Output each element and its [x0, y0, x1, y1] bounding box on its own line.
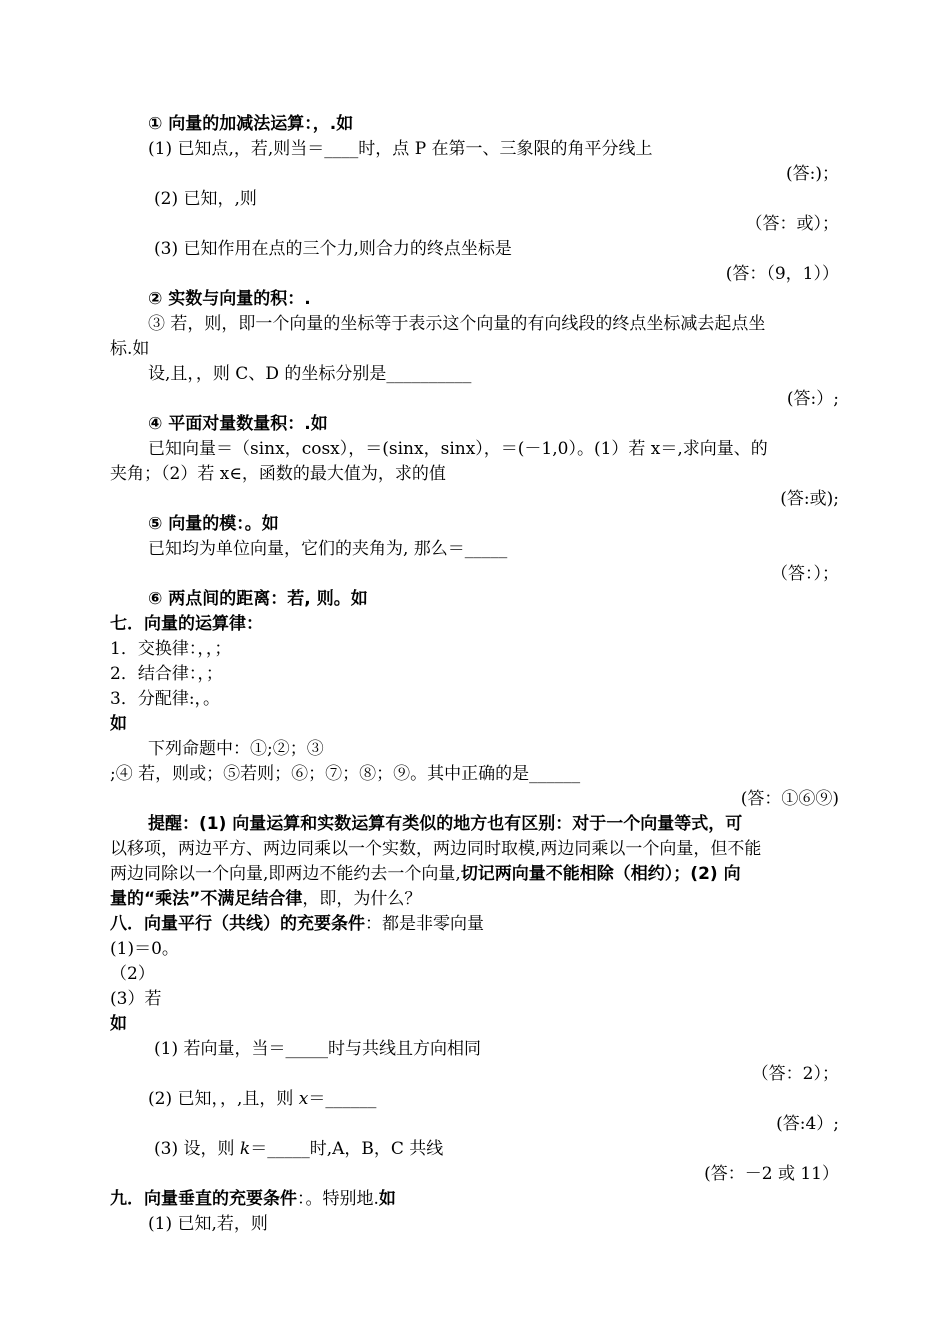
section-1-answer-2: （答：或）； [745, 214, 839, 234]
parallel-condition-1: (1)＝0。 [110, 939, 179, 959]
section-1-answer-3: (答：（9，1）） [725, 264, 839, 284]
section-8-answer-3: (答：－2 或 11） [704, 1164, 839, 1184]
section-9-question-1: (1) 已知,若，则 [148, 1214, 268, 1234]
section-1-question-3: (3) 已知作用在点的三个力,则合力的终点坐标是 [154, 239, 512, 259]
section-8-question-1: (1) 若向量，当＝_____时与共线且方向相同 [154, 1039, 481, 1059]
variable-k: k [239, 1139, 251, 1159]
section-3-question: 设,且，，则 C、D 的坐标分别是__________ [148, 364, 472, 384]
section-9-title-rest: ：。特别地. [297, 1189, 379, 1209]
section-7-question-line-2: ;④ 若，则或；⑤若则；⑥；⑦；⑧；⑨。其中正确的是______ [110, 764, 581, 784]
section-6-heading: ⑥ 两点间的距离：若, 则。如 [148, 589, 368, 609]
section-8-question-3-blank: ＝_____时,A，B，C 共线 [250, 1139, 444, 1159]
variable-x: x [298, 1089, 309, 1109]
section-4-question-line-2: 夹角；（2）若 x∈，函数的最大值为，求的值 [110, 464, 446, 484]
commutative-law: 1．交换律：，，； [110, 639, 232, 659]
section-7-answer: (答：①⑥⑨) [740, 789, 839, 809]
reminder-line-4-plain: ，即，为什么？ [302, 889, 422, 909]
distributive-law: 3．分配律:，。 [110, 689, 221, 709]
section-4-question-line-1: 已知向量＝（sinx，cosx），＝(sinx，sinx），＝(－1,0）。(1）若 x＝,求向量、的 [148, 439, 768, 459]
reminder-line-1: 提醒：(1) 向量运算和实数运算有类似的地方也有区别：对于一个向量等式，可 [148, 814, 743, 834]
section-5-answer: （答：）； [771, 564, 839, 584]
section-5-question: 已知均为单位向量，它们的夹角为, 那么＝_____ [148, 539, 508, 559]
section-7-example-label: 如 [110, 714, 127, 734]
section-8-title [110, 912, 484, 936]
section-9-title-bold: 九．向量垂直的充要条件 [110, 1189, 297, 1209]
section-2-heading: ② 实数与向量的积：. [148, 289, 311, 309]
section-1-heading: ① 向量的加减法运算：，.如 [148, 114, 354, 134]
section-9-example-label: 如 [378, 1189, 396, 1209]
reminder-line-3-bold: 切记两向量不能相除（相约）；(2) 向 [460, 864, 741, 884]
section-8-title-bold: 八．向量平行（共线）的充要条件 [110, 914, 365, 934]
associative-law: 2．结合律：，； [110, 664, 223, 684]
section-8-answer-2: (答:4）; [776, 1114, 839, 1134]
section-4-answer: (答:或); [780, 489, 839, 509]
reminder-line-4 [110, 887, 421, 911]
parallel-condition-3: (3）若 [110, 989, 162, 1009]
section-8-example-label: 如 [110, 1014, 127, 1034]
section-8-question-2-text: (2) 已知，，,且，则 [148, 1089, 299, 1109]
section-3-text-line-1: ③ 若，则，即一个向量的坐标等于表示这个向量的有向线段的终点坐标减去起点坐 [148, 314, 766, 334]
section-8-answer-1: （答：2）； [751, 1064, 839, 1084]
section-8-question-2 [148, 1087, 376, 1111]
section-3-answer: (答:）; [786, 389, 839, 409]
section-1-answer-1: (答:)； [786, 164, 839, 184]
section-8-question-3-text: (3) 设，则 [154, 1139, 240, 1159]
section-1-question-2: (2) 已知，,则 [154, 189, 257, 209]
reminder-line-4-bold: 量的“乘法”不满足结合律 [110, 889, 303, 909]
section-4-heading: ④ 平面对量数量积：.如 [148, 414, 328, 434]
section-7-title: 七．向量的运算律： [110, 614, 263, 634]
section-1-question-1: (1) 已知点,，若,则当＝____时，点 P 在第一、三象限的角平分线上 [148, 139, 653, 159]
reminder-line-3-plain: 两边同除以一个向量,即两边不能约去一个向量, [110, 864, 461, 884]
section-7-question-line-1: 下列命题中：①;②；③ [148, 739, 324, 759]
section-3-text-line-2: 标.如 [110, 339, 150, 359]
section-8-title-rest: ：都是非零向量 [365, 914, 484, 934]
section-9-title [110, 1187, 396, 1211]
section-8-question-2-blank: ＝______ [308, 1089, 377, 1109]
parallel-condition-2: （2） [110, 964, 155, 984]
reminder-line-3 [110, 862, 741, 886]
section-5-heading: ⑤ 向量的模：。如 [148, 514, 279, 534]
section-8-question-3 [154, 1137, 443, 1161]
reminder-line-2: 以移项，两边平方、两边同乘以一个实数，两边同时取模,两边同乘以一个向量，但不能 [110, 839, 762, 859]
